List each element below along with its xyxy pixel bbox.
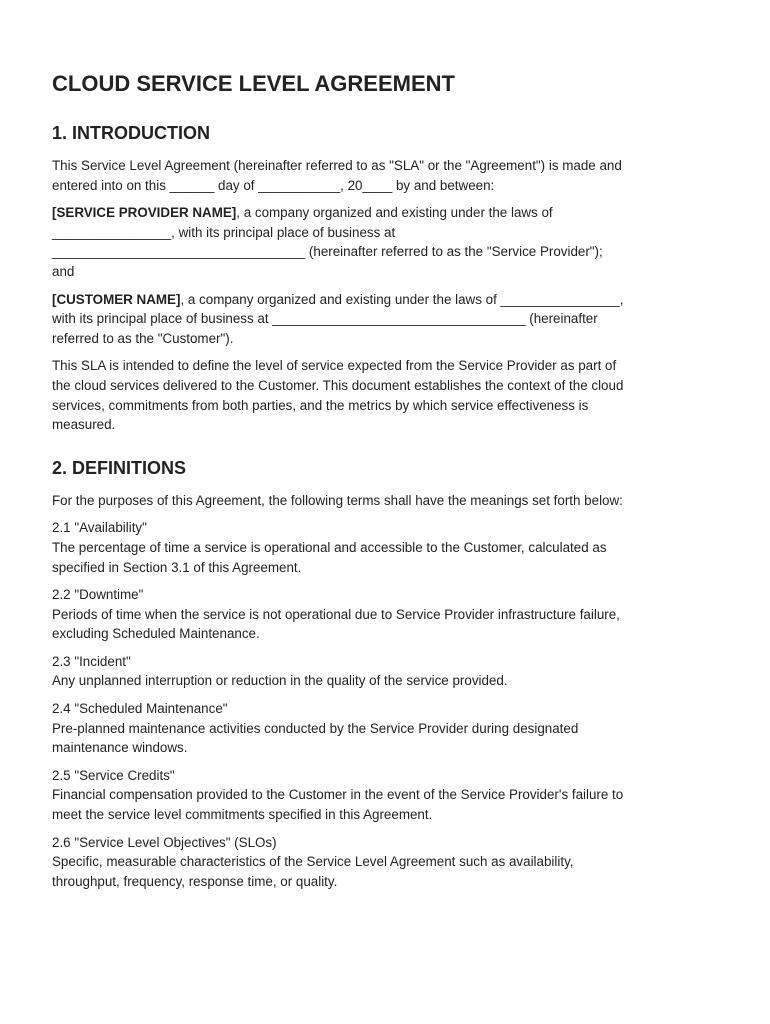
text-line — [52, 699, 732, 719]
text-run: Periods of time when the service is not operational due to Service Provider infrastructure failure, — [52, 606, 620, 622]
paragraph — [52, 203, 732, 281]
text-line — [52, 356, 732, 376]
paragraph — [52, 833, 732, 892]
document-body — [52, 120, 732, 891]
text-run: meet the service level commitments specified in this Agreement. — [52, 807, 433, 823]
text-run: 2.4 "Scheduled Maintenance" — [52, 701, 228, 717]
text-line — [52, 329, 732, 349]
text-line — [52, 585, 732, 605]
text-line — [52, 785, 732, 805]
text-line — [52, 415, 732, 435]
text-line — [52, 203, 732, 223]
paragraph — [52, 652, 732, 691]
text-line — [52, 605, 732, 625]
text-line — [52, 624, 732, 644]
text-line — [52, 518, 732, 538]
text-run: specified in Section 3.1 of this Agreement. — [52, 559, 302, 575]
text-run: Specific, measurable characteristics of the Service Level Agreement such as availability, — [52, 854, 574, 870]
text-line — [52, 242, 732, 262]
text-line — [52, 872, 732, 892]
paragraph — [52, 156, 732, 195]
text-run: referred to as the "Customer"). — [52, 330, 234, 346]
text-run: For the purposes of this Agreement, the following terms shall have the meanings set forth below: — [52, 492, 623, 508]
text-run: This SLA is intended to define the level of service expected from the Service Provider as part of — [52, 358, 617, 374]
text-line — [52, 738, 732, 758]
text-run: 2.5 "Service Credits" — [52, 767, 175, 783]
section-heading: 2. DEFINITIONS — [52, 457, 187, 478]
text-run: 2.6 "Service Level Objectives" (SLOs) — [52, 834, 277, 850]
text-run: __________________________________ (hereinafter referred to as the "Service Provider"); — [52, 244, 603, 260]
text-run: with its principal place of business at __________________________________ (hereinafter — [52, 311, 598, 327]
text-line — [52, 309, 732, 329]
text-line — [52, 558, 732, 578]
text-run: the cloud services delivered to the Customer. This document establishes the context of the cloud — [52, 377, 624, 393]
text-line — [52, 262, 732, 282]
text-run: Any unplanned interruption or reduction in the quality of the service provided. — [52, 673, 508, 689]
text-line — [52, 176, 732, 196]
text-line — [52, 223, 732, 243]
paragraph — [52, 699, 732, 758]
text-line — [52, 376, 732, 396]
party-name-placeholder: [CUSTOMER NAME] — [52, 291, 181, 307]
text-run: This Service Level Agreement (hereinafter referred to as "SLA" or the "Agreement") is made and — [52, 158, 622, 173]
text-run: Financial compensation provided to the Customer in the event of the Service Provider's failure to — [52, 787, 624, 803]
paragraph — [52, 356, 732, 434]
text-run: , a company organized and existing under the laws of — [236, 205, 553, 221]
text-line — [52, 671, 732, 691]
text-run: entered into on this ______ day of ___________, 20____ by and between: — [52, 177, 495, 193]
document-page — [52, 70, 732, 899]
text-line — [52, 719, 732, 739]
text-run: Pre-planned maintenance activities conducted by the Service Provider during designated — [52, 720, 579, 736]
text-line — [52, 833, 732, 853]
paragraph — [52, 290, 732, 349]
text-run: and — [52, 263, 75, 279]
text-line — [52, 491, 732, 511]
paragraph — [52, 518, 732, 577]
document-title: CLOUD SERVICE LEVEL AGREEMENT — [52, 71, 455, 96]
text-run: , a company organized and existing under the laws of ________________, — [180, 291, 624, 307]
text-run: services, commitments from both parties, and the metrics by which service effectiveness is — [52, 397, 589, 413]
party-name-placeholder: [SERVICE PROVIDER NAME] — [52, 205, 237, 221]
text-run: maintenance windows. — [52, 740, 188, 756]
text-run: 2.2 "Downtime" — [52, 587, 144, 603]
text-run: ________________, with its principal place of business at — [52, 224, 396, 240]
text-line — [52, 805, 732, 825]
text-run: 2.1 "Availability" — [52, 520, 147, 536]
text-line — [52, 538, 732, 558]
text-run: excluding Scheduled Maintenance. — [52, 626, 260, 642]
text-run: measured. — [52, 417, 116, 433]
text-line — [52, 156, 732, 176]
text-run: 2.3 "Incident" — [52, 653, 131, 669]
paragraph — [52, 585, 732, 644]
paragraph — [52, 766, 732, 825]
text-line — [52, 396, 732, 416]
text-run: The percentage of time a service is operational and accessible to the Customer, calculated as — [52, 539, 607, 555]
text-line — [52, 852, 732, 872]
text-run: throughput, frequency, response time, or quality. — [52, 873, 338, 889]
text-line — [52, 766, 732, 786]
text-line — [52, 652, 732, 672]
text-line — [52, 290, 732, 310]
paragraph — [52, 491, 732, 511]
section-heading: 1. INTRODUCTION — [52, 123, 211, 143]
